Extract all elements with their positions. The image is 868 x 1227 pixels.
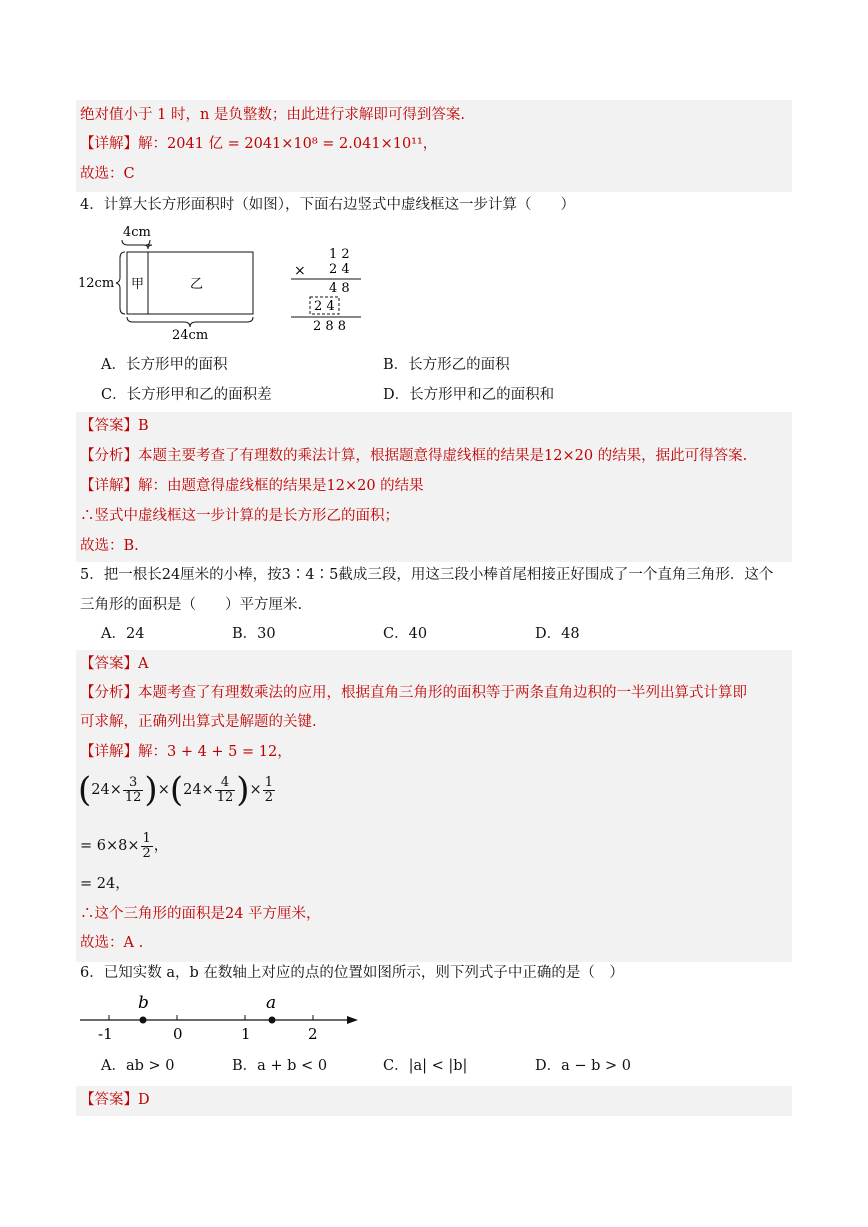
q4-stem: 4．计算大长方形面积时（如图），下面右边竖式中虚线框这一步计算（ ） <box>80 197 575 213</box>
fraction-step2: $\frac{1}{2}$ <box>142 830 151 861</box>
q6-number-line <box>76 990 366 1050</box>
q4-calc-row1: 1 2 <box>329 247 350 262</box>
axis-arrow <box>347 1016 358 1024</box>
q4-calc-row3: 4 8 <box>329 281 350 296</box>
fraction-3-12: $\frac{3}{12}$ <box>124 774 142 805</box>
tick-label-2: 2 <box>308 1025 318 1043</box>
fraction-1-2: $\frac{1}{2}$ <box>264 774 273 805</box>
q6-option-a: A．ab > 0 <box>101 1058 175 1074</box>
fraction-4-12: $\frac{4}{12}$ <box>216 774 234 805</box>
label-a: a <box>266 993 277 1013</box>
q4-option-a: A．长方形甲的面积 <box>101 357 228 373</box>
q5-expression: (24× $\frac{3}{12}$ )×(24× $\frac{4}{12}$ )× $\frac{1}{2}$ <box>78 770 273 810</box>
q4-top-dim: 4cm <box>123 225 151 240</box>
q4-detail: 【详解】解：由题意得虚线框的结果是12×20 的结果 <box>80 478 424 494</box>
q4-option-c: C．长方形甲和乙的面积差 <box>101 387 272 403</box>
q4-calc-op: × <box>294 263 306 279</box>
q5-analysis-line2: 可求解，正确列出算式是解题的关键. <box>80 714 317 730</box>
q6-answer: 【答案】D <box>80 1092 150 1108</box>
q4-analysis: 【分析】本题主要考查了有理数的乘法计算，根据题意得虚线框的结果是12×20 的结果，据此可得答案. <box>80 448 748 464</box>
q4-answer: 【答案】B <box>80 418 149 434</box>
q4-left-brace <box>116 252 125 314</box>
q5-option-a: A．24 <box>101 626 145 642</box>
point-b <box>140 1017 147 1024</box>
q5-choose: 故选：A . <box>80 935 144 951</box>
q5-step2: = 6×8× $\frac{1}{2}$ ， <box>80 830 169 861</box>
q5-step3: = 24， <box>80 876 130 892</box>
tick-label-0: 0 <box>173 1025 183 1043</box>
q4-rect-a: 甲 <box>131 277 145 292</box>
tick-label-neg1: -1 <box>98 1025 113 1043</box>
detail-text: 解：2041 亿 = 2041×10⁸ = 2.041×10¹¹， <box>138 136 438 152</box>
q4-option-d: D．长方形甲和乙的面积和 <box>383 387 555 403</box>
q6-option-b: B．a + b < 0 <box>232 1058 328 1074</box>
detail-label: 【详解】 <box>80 136 138 152</box>
q5-option-b: B．30 <box>232 626 276 642</box>
point-a <box>269 1017 276 1024</box>
q4-choose: 故选：B. <box>80 538 139 554</box>
top-line-1: 绝对值小于 1 时，n 是负整数；由此进行求解即可得到答案. <box>80 107 465 123</box>
q5-conclusion: ∴这个三角形的面积是24 平方厘米， <box>80 906 321 922</box>
tick-label-1: 1 <box>241 1025 251 1043</box>
q5-stem-line2: 三角形的面积是（ ）平方厘米. <box>80 597 303 613</box>
q6-option-c: C．|a| < |b| <box>383 1058 468 1074</box>
q4-top-brace <box>122 240 152 249</box>
q4-bottom-dim: 24cm <box>172 328 209 343</box>
solution-block-q6 <box>76 1086 792 1116</box>
q5-answer: 【答案】A <box>80 656 149 672</box>
q4-calc-result: 2 8 8 <box>313 319 347 334</box>
q4-rect-b: 乙 <box>190 277 204 292</box>
q5-option-c: C．40 <box>383 626 428 642</box>
q4-calc-row2: 2 4 <box>329 262 350 277</box>
q4-bottom-brace <box>127 317 253 327</box>
q4-option-b: B．长方形乙的面积 <box>383 357 510 373</box>
q5-detail: 【详解】解：3 + 4 + 5 = 12， <box>80 744 292 760</box>
label-b: b <box>138 993 149 1013</box>
q4-conclusion: ∴竖式中虚线框这一步计算的是长方形乙的面积； <box>80 508 399 524</box>
top-line-3: 故选：C <box>80 166 135 182</box>
q4-calc-boxed: 2 4 <box>314 299 335 314</box>
q4-figure <box>78 220 378 345</box>
top-line-2 <box>80 134 437 154</box>
q6-option-d: D．a − b > 0 <box>535 1058 632 1074</box>
q6-stem: 6．已知实数 a，b 在数轴上对应的点的位置如图所示，则下列式子中正确的是（ ） <box>80 965 624 981</box>
q5-option-d: D．48 <box>535 626 580 642</box>
q5-stem-line1: 5．把一根长24厘米的小棒，按3∶4∶5截成三段，用这三段小棒首尾相接正好围成了一个直角三角形．这个 <box>80 567 774 583</box>
q4-left-dim: 12cm <box>78 276 115 291</box>
q5-analysis-line1: 【分析】本题考查了有理数乘法的应用，根据直角三角形的面积等于两条直角边积的一半列出算式计算即 <box>80 685 747 701</box>
